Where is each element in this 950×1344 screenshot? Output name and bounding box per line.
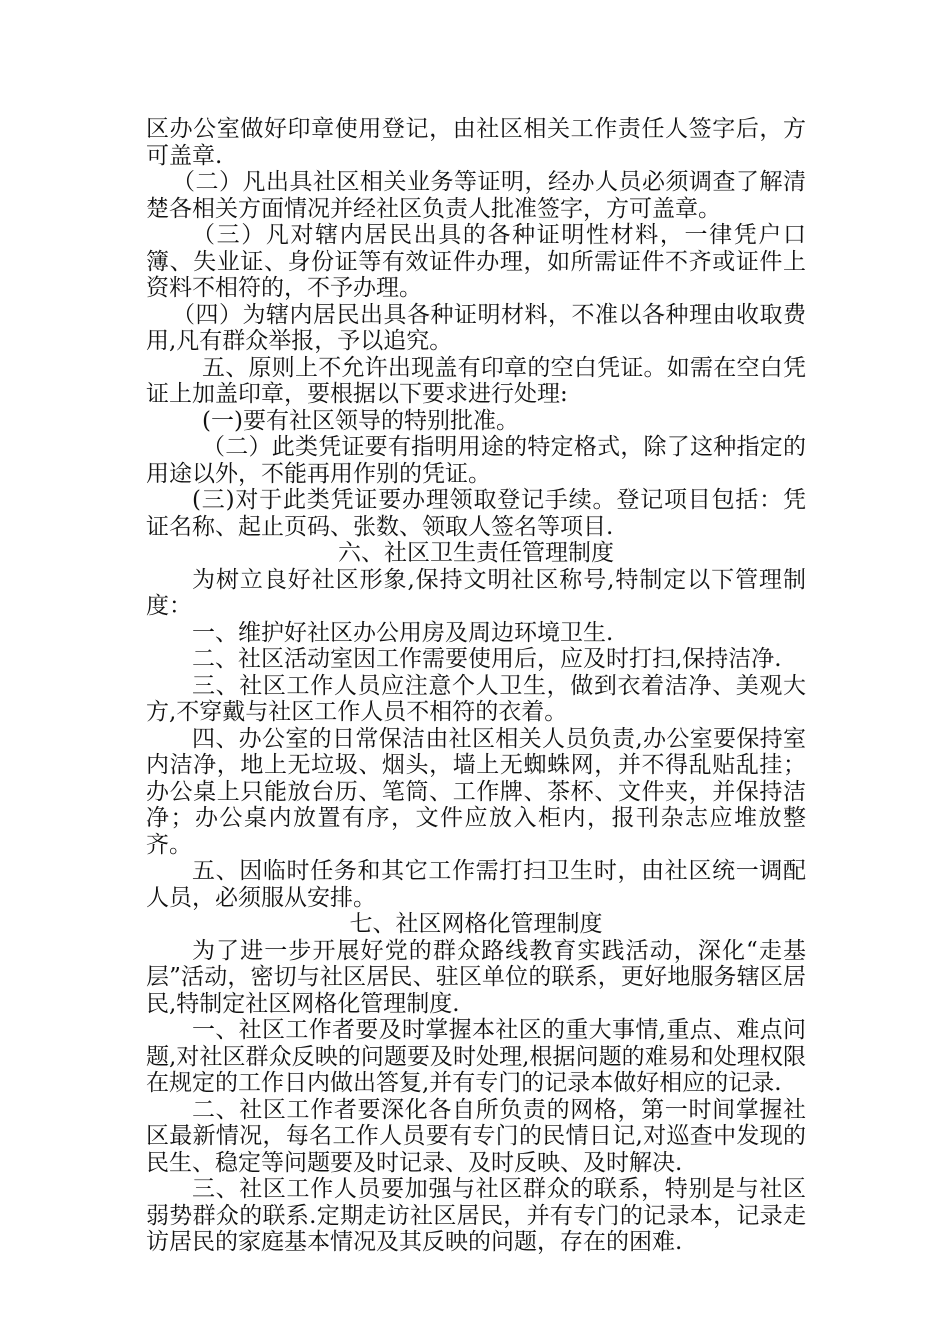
- paragraph-no-fees: （四）为辖内居民出具各种证明材料，不准以各种理由收取费用,凡有群众举报，予以追究。: [146, 301, 806, 354]
- section-heading-grid-management: 七、社区网格化管理制度: [349, 911, 603, 937]
- paragraph-hygiene-3: 三、社区工作人员应注意个人卫生，做到衣着洁净、美观大方,不穿戴与社区工作人员不相符的衣着。: [146, 672, 806, 725]
- paragraph-hygiene-1: 一、维护好社区办公用房及周边环境卫生.: [192, 619, 614, 646]
- section-heading-hygiene: 六、社区卫生责任管理制度: [338, 540, 614, 566]
- paragraph-resident-certificate: （三）凡对辖内居民出具的各种证明性材料，一律凭户口簿、失业证、身份证等有效证件办理，如所需证件不齐或证件上资料不相符的，不予办理。: [146, 222, 806, 301]
- paragraph-grid-2: 二、社区工作者要深化各自所负责的网格，第一时间掌握社区最新情况，每名工作人员要有专门的民情日记,对巡查中发现的民生、稳定等问题要及时记录、及时反映、及时解决.: [146, 1096, 806, 1176]
- paragraph-seal-registration: 区办公室做好印章使用登记，由社区相关工作责任人签字后，方可盖章.: [146, 116, 806, 169]
- paragraph-business-certificate: （二）凡出具社区相关业务等证明，经办人员必须调查了解清楚各相关方面情况并经社区负责人批准签字，方可盖章。: [146, 169, 806, 222]
- paragraph-blank-voucher-rule: 五、原则上不允许出现盖有印章的空白凭证。如需在空白凭证上加盖印章，要根据以下要求进行处理:: [146, 354, 806, 407]
- paragraph-hygiene-4: 四、办公室的日常保洁由社区相关人员负责,办公室要保持室内洁净，地上无垃圾、烟头，墙上无蜘蛛网，并不得乱贴乱挂；办公桌上只能放台历、笔筒、工作牌、茶杯、文件夹，并保持洁净；办公桌内放置有序，文件应放入柜内，报刊杂志应堆放整齐。: [146, 725, 806, 858]
- paragraph-voucher-format: （二）此类凭证要有指明用途的特定格式，除了这种指定的用途以外，不能再用作别的凭证。: [146, 434, 806, 487]
- paragraph-leader-approval: (一)要有社区领导的特别批准。: [202, 407, 519, 434]
- paragraph-hygiene-5: 五、因临时任务和其它工作需打扫卫生时，由社区统一调配人员，必须服从安排。: [146, 858, 806, 911]
- paragraph-hygiene-2: 二、社区活动室因工作需要使用后，应及时打扫,保持洁净.: [192, 646, 782, 672]
- paragraph-grid-3: 三、社区工作人员要加强与社区群众的联系，特别是与社区弱势群众的联系.定期走访社区居民，并有专门的记录本，记录走访居民的家庭基本情况及其反映的问题，存在的困难.: [146, 1176, 806, 1255]
- paragraph-hygiene-intro: 为树立良好社区形象,保持文明社区称号,特制定以下管理制度：: [146, 566, 806, 619]
- document-page: [146, 116, 806, 1256]
- paragraph-grid-intro: 为了进一步开展好党的群众路线教育实践活动，深化“走基层”活动，密切与社区居民、驻区单位的联系，更好地服务辖区居民,特制定社区网格化管理制度.: [146, 937, 806, 1017]
- paragraph-grid-1: 一、社区工作者要及时掌握本社区的重大事情,重点、难点问题,对社区群众反映的问题要及时处理,根据问题的难易和处理权限在规定的工作日内做出答复,并有专门的记录本做好相应的记录.: [146, 1017, 806, 1096]
- paragraph-voucher-registration: (三)对于此类凭证要办理领取登记手续。登记项目包括：凭证名称、起止页码、张数、领取人签名等项目.: [146, 487, 806, 540]
